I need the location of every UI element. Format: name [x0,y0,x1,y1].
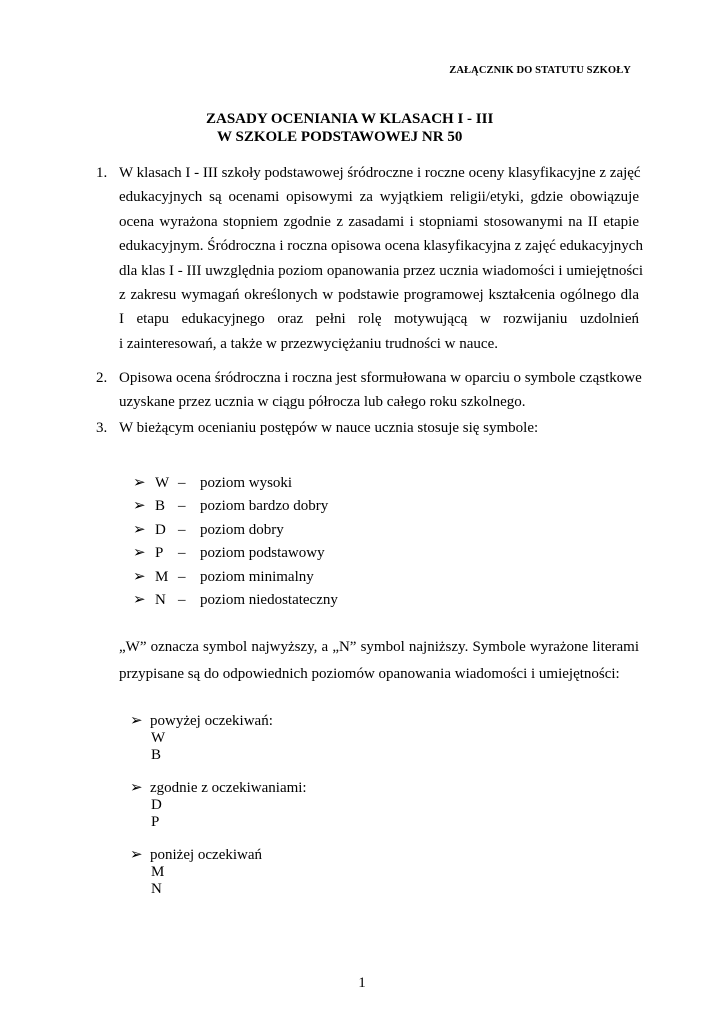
text-line: przypisane są do odpowiednich poziomów opanowania wiadomości i umiejętności: [119,666,620,682]
symbol-letter: N [155,591,166,608]
symbol-letter: P [155,545,164,562]
text-line: W bieżącym ocenianiu postępów w nauce ucznia stosuje się symbole: [119,420,539,436]
list-item-text [119,366,642,415]
arrow-bullet-icon: ➢ [133,475,146,491]
symbol-description: poziom dobry [200,521,284,538]
group-meets-expectations [130,780,307,831]
group-symbol: P [151,814,160,830]
group-heading [130,847,262,864]
group-symbol: W [151,730,166,746]
arrow-bullet-icon: ➢ [133,521,146,538]
arrow-bullet-icon: ➢ [133,498,146,515]
symbol-description: poziom niedostateczny [200,591,338,608]
symbol-description: poziom podstawowy [200,545,325,562]
text-line: edukacyjnym. Śródroczna i roczna opisowa ocena klasyfikacyjna z zajęć edukacyjnych [119,238,643,255]
list-item-number: 3. [96,420,108,436]
group-below-expectations [130,847,262,898]
title-line-2: W SZKOLE PODSTAWOWEJ NR 50 [217,129,463,145]
list-item-text [119,161,643,356]
symbol-description: poziom wysoki [200,475,293,491]
header-note: ZAŁĄCZNIK DO STATUTU SZKOŁY [449,65,631,76]
text-line: dla klas I - III uwzględnia poziom opanowania przez ucznia wiadomości i umiejętności [119,262,643,279]
text-line: ocena wyrażona stopniem zgodnie z zasadami i stopniami stosowanymi na II etapie [119,213,639,230]
dash: – [178,545,186,562]
symbol-description: poziom bardzo dobry [200,498,329,515]
dash: – [178,591,186,608]
arrow-bullet-icon: ➢ [130,780,143,796]
arrow-bullet-icon: ➢ [133,591,146,608]
page-number: 1 [358,975,366,991]
group-label: zgodnie z oczekiwaniami: [150,780,307,796]
text-line: uzyskane przez ucznia w ciągu półrocza lub całego roku szkolnego. [119,394,526,411]
text-line: i zainteresowań, a także w przezwyciężaniu trudności w nauce. [119,335,498,352]
arrow-bullet-icon: ➢ [133,568,146,585]
group-label: poniżej oczekiwań [150,847,263,863]
title-line-1: ZASADY OCENIANIA W KLASACH I - III [206,111,494,127]
dash: – [178,498,186,515]
arrow-bullet-icon: ➢ [130,847,143,863]
group-above-expectations [130,713,273,764]
group-heading [130,780,307,797]
list-item-1 [96,161,643,356]
symbol-letter: D [155,521,166,538]
text-line: „W” oznacza symbol najwyższy, a „N” symbol najniższy. Symbole wyrażone literami [119,639,639,655]
symbol-letter: W [155,475,170,491]
arrow-bullet-icon: ➢ [130,713,143,729]
symbol-letter: B [155,498,166,515]
list-item-number: 1. [96,165,108,181]
text-line: Opisowa ocena śródroczna i roczna jest sformułowana w oparciu o symbole cząstkowe [119,370,642,386]
text-line: z zakresu wymagań określonych w podstawie programowej kształcenia ogólnego dla [119,287,639,304]
list-item-number: 2. [96,370,108,386]
list-item-text [119,416,639,440]
symbol-letter: M [155,568,169,585]
arrow-bullet-icon: ➢ [133,545,146,562]
dash: – [178,521,186,538]
dash: – [178,568,186,585]
symbol-description: poziom minimalny [200,568,314,585]
text-line: W klasach I - III szkoły podstawowej śródroczne i roczne oceny klasyfikacyjne z zajęć [119,165,641,181]
list-item-2 [96,366,642,415]
group-heading [130,713,273,730]
group-label: powyżej oczekiwań: [150,713,273,729]
group-symbol: D [151,797,162,813]
text-line: edukacyjnych są ocenami opisowymi za wyjątkiem religii/etyki, gdzie obowiązuje [119,189,639,206]
group-symbol: N [151,881,162,897]
group-symbol: B [151,747,162,763]
list-item-3 [96,416,639,440]
symbols-paragraph [119,634,639,688]
dash: – [178,475,186,491]
group-symbol: M [151,864,165,880]
text-line: I etapu edukacyjnego oraz pełni rolę motywującą w rozwijaniu uzdolnień [119,311,639,328]
